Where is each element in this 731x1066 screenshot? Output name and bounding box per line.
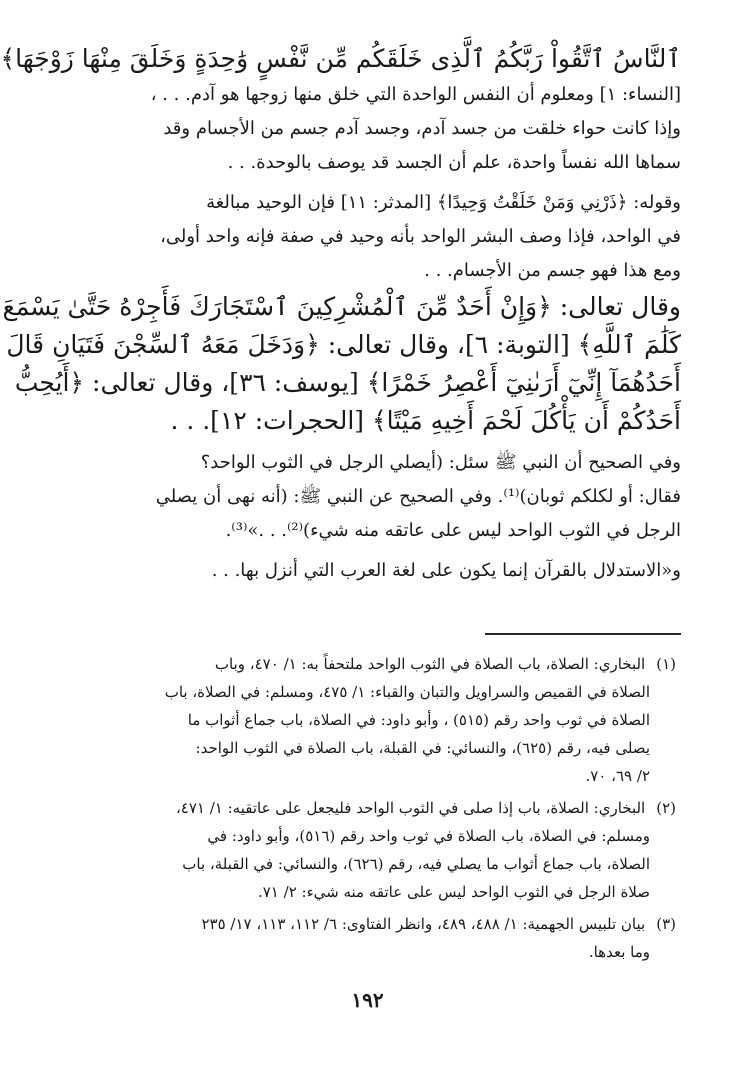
body-text-line: فقال: أو لكلكم ثوبان)⁽¹⁾. وفي الصحيح عن النبي ﷺ: (أنه نهى أن يصلي	[155, 486, 681, 507]
footnote-number: (٣)	[656, 915, 676, 933]
footnote-separator	[485, 633, 681, 635]
main-text	[0, 40, 681, 588]
body-text-line: سماها الله نفساً واحدة، علم أن الجسد قد يوصف بالوحدة. . .	[227, 152, 681, 173]
footnote-continuation: الصلاة، باب جماع أثواب ما يصلي فيه، رقم (٦٢٦)، والنسائي: في القبلة، باب	[182, 855, 650, 873]
footnote-first-line	[61, 910, 676, 938]
footnote-continuation: وما بعدها.	[588, 943, 650, 961]
footnote-number: (٢)	[656, 799, 676, 817]
quran-verse-line: أَحَدُكُمْ أَن يَأْكُلَ لَحْمَ أَخِيهِ مَيْتًا﴾ [الحجرات: ١٢]. . .	[170, 406, 681, 435]
footnote-text: البخاري: الصلاة، باب الصلاة في الثوب الواحد ملتحفاً به: ١/ ٤٧٠، وباب	[214, 655, 646, 673]
quran-verse-line: كَلَٰمَ ٱللَّهِ﴾ [التوبة: ٦]، وقال تعالى: ﴿وَدَخَلَ مَعَهُ ٱلسِّجْنَ فَتَيَانِ قَالَ	[6, 330, 681, 359]
footnote-continuation: يصلى فيه، رقم (٦٢٥)، والنسائي: في القبلة، باب الصلاة في الثوب الواحد:	[195, 739, 650, 757]
footnote-text: البخاري: الصلاة، باب إذا صلى في الثوب الواحد فليجعل على عاتقيه: ١/ ٤٧١،	[175, 799, 646, 817]
footnote-1	[61, 650, 676, 790]
footnote-first-line	[61, 650, 676, 678]
quran-verse-line: ٱلنَّاسُ ٱتَّقُواْ رَبَّكُمُ ٱلَّذِى خَلَقَكُم مِّن نَّفْسٍ وَٰحِدَةٍ وَخَلَقَ مِنْهَا زَوْجَهَا﴾	[0, 44, 681, 73]
body-text-line: وإذا كانت حواء خلقت من جسد آدم، وجسد آدم جسم من الأجسام وقد	[163, 118, 681, 139]
body-text-line: و«الاستدلال بالقرآن إنما يكون على لغة العرب التي أنزل بها. . .	[211, 560, 681, 581]
footnote-continuation: ومسلم: في الصلاة، باب الصلاة في ثوب واحد رقم (٥١٦)، وأبو داود: في	[207, 827, 650, 845]
footnote-continuation: الصلاة في القميص والسراويل والتبان والقباء: ١/ ٤٧٥، ومسلم: في الصلاة، باب	[164, 683, 650, 701]
body-text-line: الرجل في الثوب الواحد ليس على عاتقه منه شيء)⁽²⁾. . .»⁽³⁾.	[225, 520, 681, 541]
footnote-first-line	[61, 794, 676, 822]
body-text-line: وفي الصحيح أن النبي ﷺ سئل: (أيصلي الرجل في الثوب الواحد؟	[200, 452, 681, 473]
quran-verse-line: أَحَدُهُمَآ إِنِّيٓ أَرَىٰنِيٓ أَعْصِرُ خَمْرًا﴾ [يوسف: ٣٦]، وقال تعالى: ﴿أَيُحِبُّ	[14, 368, 681, 397]
footnote-number: (١)	[656, 655, 676, 673]
footnote-3	[61, 910, 676, 966]
page-number: ١٩٢	[351, 988, 384, 1012]
body-text-line: في الواحد، فإذا وصف البشر الواحد بأنه وحيد في صفة فإنه واحد أولى،	[160, 226, 681, 247]
footnotes	[61, 650, 676, 970]
body-text-line: ومع هذا فهو جسم من الأجسام. . .	[424, 260, 681, 281]
footnote-continuation: الصلاة في ثوب واحد رقم (٥١٥) ، وأبو داود: في الصلاة، باب جماع أثواب ما	[187, 711, 650, 729]
footnote-text: بيان تلبيس الجهمية: ١/ ٤٨٨، ٤٨٩، وانظر الفتاوى: ٦/ ١١٢، ١١٣، ١٧/ ٢٣٥	[201, 915, 646, 933]
body-text-line: وقوله: ﴿ذَرْنِي وَمَنْ خَلَقْتُ وَحِيدًا﴾ [المدثر: ١١] فإن الوحيد مبالغة	[206, 192, 681, 213]
footnote-2	[61, 794, 676, 906]
body-text-line: [النساء: ١] ومعلوم أن النفس الواحدة التي خلق منها زوجها هو آدم. . . ،	[150, 84, 681, 105]
footnote-continuation: صلاة الرجل في الثوب الواحد ليس على عاتقه منه شيء: ٢/ ٧١.	[257, 883, 650, 901]
footnote-continuation: ٢/ ٦٩، ٧٠.	[585, 767, 650, 785]
quran-verse-line: وقال تعالى: ﴿وَإِنْ أَحَدٌ مِّنَ ٱلْمُشْرِكِينَ ٱسْتَجَارَكَ فَأَجِرْهُ حَتَّىٰ يَسْمَعَ	[2, 292, 681, 321]
